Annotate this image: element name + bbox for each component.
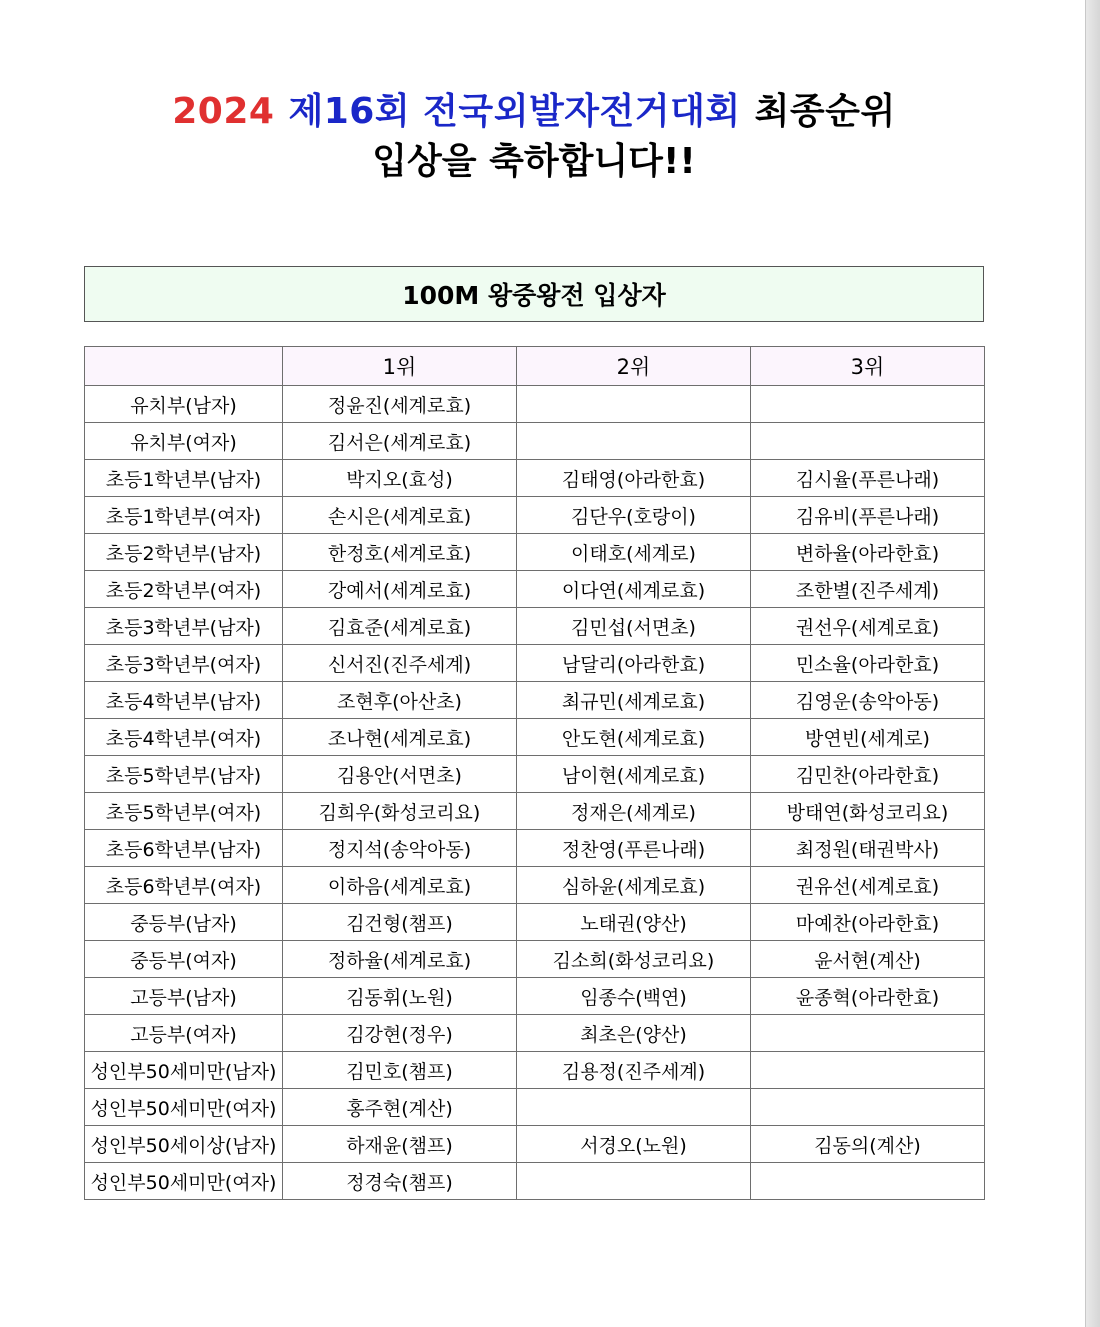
title-rank: 최종순위 [754,91,896,132]
table-row [85,1163,985,1200]
results-table [84,346,985,1200]
table-row [85,682,985,719]
second-place-cell [517,386,751,423]
table-row [85,423,985,460]
first-place-cell: 한정호(세계로효) [283,534,517,571]
first-place-cell: 김건형(챔프) [283,904,517,941]
first-place-cell: 정경숙(챔프) [283,1163,517,1200]
first-place-cell: 신서진(진주세계) [283,645,517,682]
table-row [85,571,985,608]
second-place-cell: 임종수(백연) [517,978,751,1015]
first-place-cell: 김강현(정우) [283,1015,517,1052]
third-place-cell [751,1015,985,1052]
header-rank-1: 1위 [283,347,517,386]
category-cell: 성인부50세미만(남자) [85,1052,283,1089]
second-place-cell: 남달리(아라한효) [517,645,751,682]
third-place-cell: 방연빈(세계로) [751,719,985,756]
third-place-cell: 윤종혁(아라한효) [751,978,985,1015]
first-place-cell: 김효준(세계로효) [283,608,517,645]
second-place-cell: 심하윤(세계로효) [517,867,751,904]
second-place-cell [517,1089,751,1126]
second-place-cell: 남이현(세계로효) [517,756,751,793]
table-row [85,830,985,867]
first-place-cell: 이하음(세계로효) [283,867,517,904]
third-place-cell [751,1052,985,1089]
first-place-cell: 김서은(세계로효) [283,423,517,460]
section-title: 100M 왕중왕전 입상자 [402,281,666,310]
table-row [85,867,985,904]
category-cell: 초등4학년부(여자) [85,719,283,756]
first-place-cell: 정지석(송악아동) [283,830,517,867]
title-year: 2024 [172,91,275,132]
first-place-cell: 김용안(서면초) [283,756,517,793]
second-place-cell: 최규민(세계로효) [517,682,751,719]
third-place-cell: 김동의(계산) [751,1126,985,1163]
third-place-cell: 권선우(세계로효) [751,608,985,645]
page-subtitle: 입상을 축하합니다!! [372,141,696,182]
first-place-cell: 조나현(세계로효) [283,719,517,756]
third-place-cell [751,1163,985,1200]
second-place-cell: 정재은(세계로) [517,793,751,830]
first-place-cell: 조현후(아산초) [283,682,517,719]
second-place-cell: 노태권(양산) [517,904,751,941]
second-place-cell: 김단우(호랑이) [517,497,751,534]
third-place-cell: 조한별(진주세계) [751,571,985,608]
first-place-cell: 정하율(세계로효) [283,941,517,978]
title-event: 제16회 전국외발자전거대회 [288,91,741,132]
first-place-cell: 하재윤(챔프) [283,1126,517,1163]
third-place-cell: 김유비(푸른나래) [751,497,985,534]
table-row [85,534,985,571]
category-cell: 초등2학년부(남자) [85,534,283,571]
category-cell: 초등4학년부(남자) [85,682,283,719]
category-cell: 초등1학년부(남자) [85,460,283,497]
category-cell: 유치부(남자) [85,386,283,423]
table-row [85,1015,985,1052]
table-row [85,645,985,682]
table-row [85,1089,985,1126]
second-place-cell: 정찬영(푸른나래) [517,830,751,867]
third-place-cell: 김시율(푸른나래) [751,460,985,497]
first-place-cell: 홍주현(계산) [283,1089,517,1126]
table-row [85,386,985,423]
category-cell: 초등3학년부(여자) [85,645,283,682]
category-cell: 초등5학년부(남자) [85,756,283,793]
first-place-cell: 손시은(세계로효) [283,497,517,534]
second-place-cell: 안도현(세계로효) [517,719,751,756]
table-row [85,978,985,1015]
table-row [85,719,985,756]
table-row [85,941,985,978]
page-edge-shadow [1085,0,1100,1327]
third-place-cell: 방태연(화성코리요) [751,793,985,830]
table-row [85,756,985,793]
header-category [85,347,283,386]
second-place-cell: 이다연(세계로효) [517,571,751,608]
table-row [85,460,985,497]
first-place-cell: 김희우(화성코리요) [283,793,517,830]
second-place-cell [517,1163,751,1200]
second-place-cell: 김민섭(서면초) [517,608,751,645]
table-row [85,1126,985,1163]
first-place-cell: 김동휘(노원) [283,978,517,1015]
table-row [85,608,985,645]
table-row [85,793,985,830]
category-cell: 중등부(여자) [85,941,283,978]
category-cell: 성인부50세미만(여자) [85,1163,283,1200]
header-rank-2: 2위 [517,347,751,386]
results-table-head [85,347,985,386]
second-place-cell [517,423,751,460]
third-place-cell: 민소율(아라한효) [751,645,985,682]
second-place-cell: 김태영(아라한효) [517,460,751,497]
category-cell: 고등부(남자) [85,978,283,1015]
category-cell: 성인부50세미만(여자) [85,1089,283,1126]
first-place-cell: 정윤진(세계로효) [283,386,517,423]
third-place-cell: 권유선(세계로효) [751,867,985,904]
category-cell: 고등부(여자) [85,1015,283,1052]
third-place-cell [751,1089,985,1126]
third-place-cell: 김민찬(아라한효) [751,756,985,793]
third-place-cell: 윤서현(계산) [751,941,985,978]
second-place-cell: 김소희(화성코리요) [517,941,751,978]
third-place-cell: 마예찬(아라한효) [751,904,985,941]
category-cell: 초등2학년부(여자) [85,571,283,608]
table-row [85,497,985,534]
first-place-cell: 김민호(챔프) [283,1052,517,1089]
second-place-cell: 서경오(노원) [517,1126,751,1163]
category-cell: 초등3학년부(남자) [85,608,283,645]
table-row [85,904,985,941]
third-place-cell [751,386,985,423]
section-header [84,266,984,322]
header-rank-3: 3위 [751,347,985,386]
page-title [0,88,1068,136]
category-cell: 초등5학년부(여자) [85,793,283,830]
results-table-body [85,386,985,1200]
second-place-cell: 이태호(세계로) [517,534,751,571]
first-place-cell: 강예서(세계로효) [283,571,517,608]
third-place-cell: 변하율(아라한효) [751,534,985,571]
third-place-cell: 김영운(송악아동) [751,682,985,719]
third-place-cell [751,423,985,460]
category-cell: 중등부(남자) [85,904,283,941]
category-cell: 초등6학년부(남자) [85,830,283,867]
third-place-cell: 최정원(태권박사) [751,830,985,867]
first-place-cell: 박지오(효성) [283,460,517,497]
category-cell: 유치부(여자) [85,423,283,460]
header-row [85,347,985,386]
category-cell: 초등1학년부(여자) [85,497,283,534]
category-cell: 초등6학년부(여자) [85,867,283,904]
category-cell: 성인부50세이상(남자) [85,1126,283,1163]
table-row [85,1052,985,1089]
second-place-cell: 김용정(진주세계) [517,1052,751,1089]
second-place-cell: 최초은(양산) [517,1015,751,1052]
